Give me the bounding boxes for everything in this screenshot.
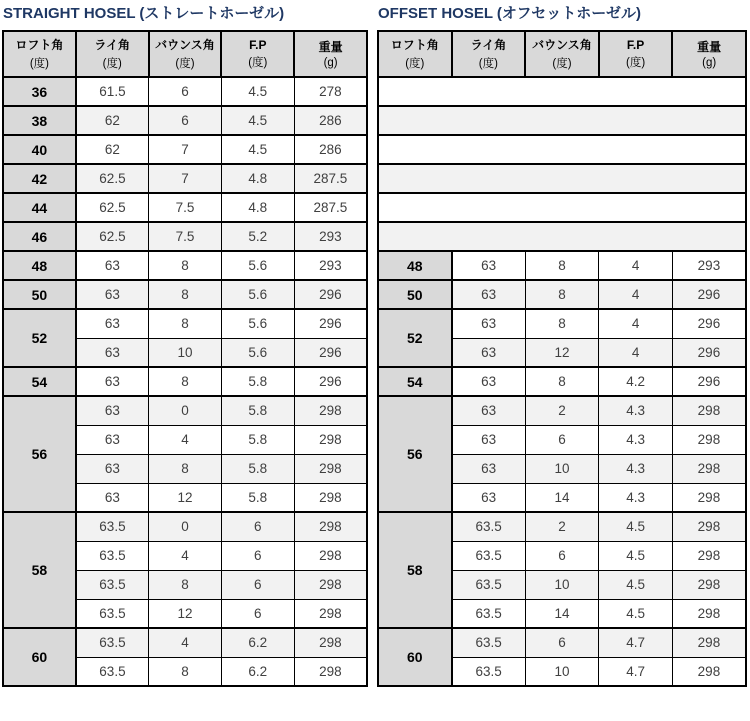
- data-cell: 8: [149, 454, 222, 483]
- data-cell: 63: [452, 367, 526, 396]
- data-cell: 4: [599, 338, 673, 367]
- table-row: [3, 367, 367, 396]
- column-header-name: 重量: [318, 40, 343, 54]
- data-cell: 62.5: [76, 164, 149, 193]
- offset-hosel-header: [378, 31, 746, 77]
- empty-row: [378, 106, 746, 135]
- data-cell: 14: [525, 599, 599, 628]
- header-row: [378, 31, 746, 77]
- empty-row: [378, 222, 746, 251]
- table-row: [3, 309, 367, 338]
- data-cell: 8: [149, 570, 222, 599]
- loft-cell: 54: [378, 367, 452, 396]
- data-cell: 63: [452, 251, 526, 280]
- column-header-4: [672, 31, 746, 77]
- column-header-2: [525, 31, 599, 77]
- data-cell: 63: [452, 280, 526, 309]
- empty-cell: [378, 164, 746, 193]
- data-cell: 4.5: [221, 106, 294, 135]
- offset-hosel-table: [377, 30, 747, 687]
- column-header-name: ロフト角: [390, 38, 439, 52]
- table-row: [3, 512, 367, 541]
- empty-cell: [378, 106, 746, 135]
- table-row: [378, 628, 746, 657]
- data-cell: 2: [525, 396, 599, 425]
- column-header-name: ロフト角: [15, 38, 64, 52]
- data-cell: 5.8: [221, 454, 294, 483]
- data-cell: 278: [294, 77, 367, 106]
- table-row: [3, 193, 367, 222]
- data-cell: 63.5: [452, 541, 526, 570]
- data-cell: 286: [294, 135, 367, 164]
- data-cell: 62.5: [76, 193, 149, 222]
- data-cell: 5.8: [221, 425, 294, 454]
- data-cell: 7.5: [149, 222, 222, 251]
- data-cell: 296: [672, 309, 746, 338]
- data-cell: 298: [294, 483, 367, 512]
- data-cell: 4.8: [221, 164, 294, 193]
- data-cell: 298: [294, 396, 367, 425]
- data-cell: 4.3: [599, 425, 673, 454]
- data-cell: 4: [599, 251, 673, 280]
- data-cell: 296: [672, 367, 746, 396]
- data-cell: 63: [76, 483, 149, 512]
- loft-cell: 58: [3, 512, 76, 628]
- data-cell: 5.8: [221, 483, 294, 512]
- data-cell: 63: [76, 454, 149, 483]
- column-header-unit: (度): [552, 58, 572, 70]
- data-cell: 63: [452, 454, 526, 483]
- table-row: [3, 106, 367, 135]
- data-cell: 63: [76, 338, 149, 367]
- empty-cell: [378, 193, 746, 222]
- data-cell: 5.8: [221, 396, 294, 425]
- empty-row: [378, 193, 746, 222]
- loft-cell: 54: [3, 367, 76, 396]
- column-header-unit: (度): [29, 58, 49, 70]
- data-cell: 10: [525, 570, 599, 599]
- data-cell: 298: [672, 599, 746, 628]
- data-cell: 62: [76, 106, 149, 135]
- data-cell: 5.6: [221, 309, 294, 338]
- column-header-loft: [3, 31, 76, 77]
- data-cell: 4.3: [599, 483, 673, 512]
- column-header-unit: (度): [478, 58, 498, 70]
- data-cell: 63.5: [452, 599, 526, 628]
- column-header-name: ライ角: [94, 38, 131, 52]
- data-cell: 298: [294, 425, 367, 454]
- data-cell: 8: [149, 309, 222, 338]
- data-cell: 4.5: [221, 77, 294, 106]
- data-cell: 63: [76, 251, 149, 280]
- data-cell: 5.6: [221, 338, 294, 367]
- loft-cell: 48: [3, 251, 76, 280]
- data-cell: 63.5: [76, 512, 149, 541]
- loft-cell: 38: [3, 106, 76, 135]
- empty-row: [378, 164, 746, 193]
- data-cell: 4.5: [221, 135, 294, 164]
- column-header-2: [149, 31, 222, 77]
- data-cell: 0: [149, 512, 222, 541]
- table-row: [3, 628, 367, 657]
- column-header-3: [221, 31, 294, 77]
- data-cell: 6: [525, 425, 599, 454]
- data-cell: 286: [294, 106, 367, 135]
- data-cell: 8: [149, 251, 222, 280]
- data-cell: 63: [76, 280, 149, 309]
- table-row: [3, 280, 367, 309]
- data-cell: 298: [294, 570, 367, 599]
- column-header-1: [76, 31, 149, 77]
- loft-cell: 40: [3, 135, 76, 164]
- data-cell: 63.5: [452, 512, 526, 541]
- data-cell: 4.5: [599, 512, 673, 541]
- column-header-unit: (度): [405, 58, 425, 70]
- column-header-name: ライ角: [470, 38, 507, 52]
- loft-cell: 52: [378, 309, 452, 367]
- data-cell: 8: [525, 309, 599, 338]
- table-row: [378, 251, 746, 280]
- table-row: [3, 396, 367, 425]
- table-row: [3, 164, 367, 193]
- table-row: [378, 309, 746, 338]
- data-cell: 298: [294, 541, 367, 570]
- data-cell: 4: [599, 280, 673, 309]
- data-cell: 298: [672, 512, 746, 541]
- data-cell: 63.5: [76, 657, 149, 686]
- data-cell: 298: [294, 512, 367, 541]
- data-cell: 4: [599, 309, 673, 338]
- data-cell: 12: [525, 338, 599, 367]
- data-cell: 298: [294, 657, 367, 686]
- data-cell: 296: [672, 338, 746, 367]
- column-header-name: バウンス角: [155, 38, 215, 52]
- data-cell: 298: [672, 541, 746, 570]
- data-cell: 14: [525, 483, 599, 512]
- straight-hosel-title: STRAIGHT HOSEL (ストレートホーゼル): [3, 5, 285, 22]
- empty-cell: [378, 135, 746, 164]
- table-row: [3, 222, 367, 251]
- data-cell: 293: [294, 251, 367, 280]
- data-cell: 6: [525, 628, 599, 657]
- data-cell: 12: [149, 483, 222, 512]
- data-cell: 296: [294, 309, 367, 338]
- data-cell: 63: [76, 367, 149, 396]
- data-cell: 5.8: [221, 367, 294, 396]
- data-cell: 6: [221, 512, 294, 541]
- data-cell: 8: [149, 657, 222, 686]
- header-row: [3, 31, 367, 77]
- offset-hosel-body: [378, 77, 746, 686]
- data-cell: 7: [149, 135, 222, 164]
- column-header-name: F.P: [626, 37, 645, 52]
- data-cell: 63.5: [452, 628, 526, 657]
- data-cell: 63: [452, 425, 526, 454]
- column-header-unit: (度): [102, 58, 122, 70]
- loft-cell: 60: [3, 628, 76, 686]
- data-cell: 4: [149, 628, 222, 657]
- column-header-name: F.P: [249, 37, 267, 52]
- data-cell: 298: [672, 425, 746, 454]
- data-cell: 63.5: [452, 657, 526, 686]
- column-header-unit: (g): [702, 57, 717, 69]
- data-cell: 298: [672, 396, 746, 425]
- loft-cell: 56: [378, 396, 452, 512]
- loft-cell: 42: [3, 164, 76, 193]
- data-cell: 296: [672, 280, 746, 309]
- data-cell: 10: [149, 338, 222, 367]
- column-header-unit: (度): [248, 56, 268, 69]
- table-row: [378, 280, 746, 309]
- data-cell: 63.5: [76, 541, 149, 570]
- data-cell: 63: [452, 309, 526, 338]
- data-cell: 5.6: [221, 280, 294, 309]
- offset-hosel-panel: [377, 2, 747, 687]
- data-cell: 6: [221, 541, 294, 570]
- data-cell: 296: [294, 280, 367, 309]
- loft-cell: 50: [378, 280, 452, 309]
- straight-hosel-table: [2, 30, 368, 687]
- empty-row: [378, 77, 746, 106]
- data-cell: 6: [149, 77, 222, 106]
- data-cell: 8: [149, 280, 222, 309]
- data-cell: 4.3: [599, 396, 673, 425]
- data-cell: 4.2: [599, 367, 673, 396]
- data-cell: 298: [294, 628, 367, 657]
- data-cell: 63.5: [76, 570, 149, 599]
- empty-row: [378, 135, 746, 164]
- data-cell: 8: [525, 367, 599, 396]
- data-cell: 8: [525, 251, 599, 280]
- empty-cell: [378, 77, 746, 106]
- data-cell: 2: [525, 512, 599, 541]
- data-cell: 63: [76, 425, 149, 454]
- data-cell: 5.2: [221, 222, 294, 251]
- data-cell: 63: [452, 396, 526, 425]
- data-cell: 4: [149, 425, 222, 454]
- straight-hosel-header: [3, 31, 367, 77]
- loft-cell: 36: [3, 77, 76, 106]
- column-header-loft: [378, 31, 452, 77]
- table-row: [3, 135, 367, 164]
- data-cell: 63.5: [76, 599, 149, 628]
- column-header-unit: (度): [175, 58, 195, 70]
- data-cell: 12: [149, 599, 222, 628]
- data-cell: 63: [76, 309, 149, 338]
- data-cell: 10: [525, 657, 599, 686]
- data-cell: 61.5: [76, 77, 149, 106]
- column-header-name: 重量: [697, 40, 722, 54]
- data-cell: 298: [672, 628, 746, 657]
- data-cell: 4.5: [599, 541, 673, 570]
- data-cell: 6: [221, 599, 294, 628]
- data-cell: 298: [294, 454, 367, 483]
- column-header-3: [599, 31, 673, 77]
- straight-hosel-panel: [2, 2, 368, 687]
- straight-hosel-body: [3, 77, 367, 686]
- data-cell: 4.8: [221, 193, 294, 222]
- data-cell: 62.5: [76, 222, 149, 251]
- data-cell: 5.6: [221, 251, 294, 280]
- data-cell: 63.5: [452, 570, 526, 599]
- loft-cell: 48: [378, 251, 452, 280]
- data-cell: 6: [149, 106, 222, 135]
- data-cell: 8: [525, 280, 599, 309]
- data-cell: 298: [672, 657, 746, 686]
- loft-cell: 44: [3, 193, 76, 222]
- data-cell: 4.3: [599, 454, 673, 483]
- table-row: [3, 77, 367, 106]
- column-header-unit: (g): [323, 57, 338, 69]
- data-cell: 298: [672, 454, 746, 483]
- data-cell: 4.7: [599, 657, 673, 686]
- data-cell: 7.5: [149, 193, 222, 222]
- column-header-name: バウンス角: [532, 38, 592, 52]
- data-cell: 4: [149, 541, 222, 570]
- data-cell: 63: [452, 338, 526, 367]
- data-cell: 298: [672, 570, 746, 599]
- loft-cell: 46: [3, 222, 76, 251]
- data-cell: 6.2: [221, 628, 294, 657]
- column-header-1: [452, 31, 526, 77]
- table-row: [378, 512, 746, 541]
- data-cell: 4.5: [599, 570, 673, 599]
- table-row: [378, 396, 746, 425]
- loft-cell: 50: [3, 280, 76, 309]
- data-cell: 7: [149, 164, 222, 193]
- data-cell: 287.5: [294, 164, 367, 193]
- data-cell: 0: [149, 396, 222, 425]
- offset-hosel-title: OFFSET HOSEL (オフセットホーゼル): [378, 5, 641, 22]
- data-cell: 296: [294, 338, 367, 367]
- data-cell: 63: [76, 396, 149, 425]
- empty-cell: [378, 222, 746, 251]
- data-cell: 298: [294, 599, 367, 628]
- data-cell: 63: [452, 483, 526, 512]
- table-row: [378, 367, 746, 396]
- data-cell: 10: [525, 454, 599, 483]
- loft-cell: 56: [3, 396, 76, 512]
- data-cell: 6.2: [221, 657, 294, 686]
- data-cell: 287.5: [294, 193, 367, 222]
- data-cell: 293: [294, 222, 367, 251]
- data-cell: 6: [525, 541, 599, 570]
- loft-cell: 60: [378, 628, 452, 686]
- data-cell: 293: [672, 251, 746, 280]
- column-header-unit: (度): [625, 56, 646, 69]
- loft-cell: 52: [3, 309, 76, 367]
- data-cell: 298: [672, 483, 746, 512]
- data-cell: 63.5: [76, 628, 149, 657]
- table-row: [3, 251, 367, 280]
- column-header-4: [294, 31, 367, 77]
- data-cell: 62: [76, 135, 149, 164]
- data-cell: 4.7: [599, 628, 673, 657]
- data-cell: 6: [221, 570, 294, 599]
- data-cell: 4.5: [599, 599, 673, 628]
- data-cell: 296: [294, 367, 367, 396]
- data-cell: 8: [149, 367, 222, 396]
- loft-cell: 58: [378, 512, 452, 628]
